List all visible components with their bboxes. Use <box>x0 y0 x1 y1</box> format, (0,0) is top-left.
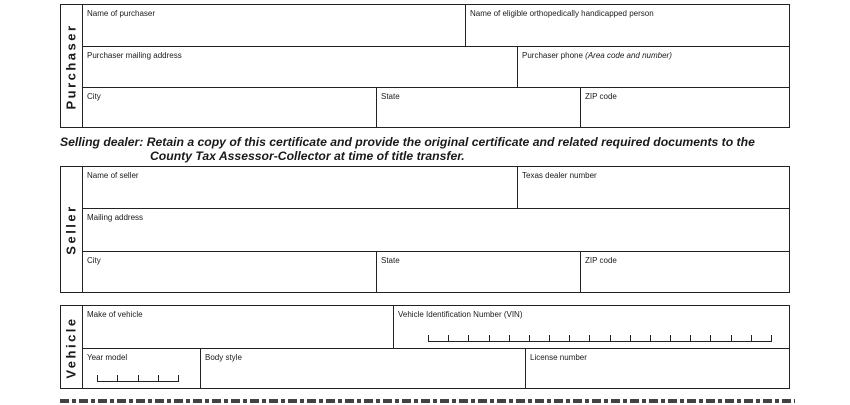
char-box-tick <box>771 335 772 341</box>
purchaser-state-label: State <box>381 92 400 101</box>
make-of-vehicle-field[interactable] <box>83 306 394 349</box>
char-box-tick <box>670 335 671 341</box>
make-of-vehicle-label: Make of vehicle <box>87 310 143 319</box>
char-box-tick <box>529 335 530 341</box>
purchaser-city-field[interactable] <box>83 88 377 127</box>
seller-section <box>60 166 790 293</box>
char-box-tick <box>509 335 510 341</box>
seller-side-label: Seller <box>61 167 83 292</box>
char-box-tick <box>751 335 752 341</box>
cut-off-footer-text <box>60 399 795 405</box>
purchaser-state-field[interactable] <box>377 88 581 127</box>
instructions-line-2: County Tax Assessor-Collector at time of title transfer. <box>150 149 465 163</box>
year-model-label: Year model <box>87 353 128 362</box>
purchaser-section <box>60 4 790 128</box>
year-model-field[interactable] <box>83 349 201 388</box>
vin-field[interactable] <box>394 306 789 349</box>
eligible-person-name-label: Name of eligible orthopedically handicapped person <box>470 9 654 18</box>
char-box-tick <box>97 375 98 381</box>
char-box-tick <box>178 375 179 381</box>
seller-state-label: State <box>381 256 400 265</box>
char-box-tick <box>468 335 469 341</box>
eligible-person-name-field[interactable] <box>466 5 789 47</box>
body-style-field[interactable] <box>201 349 526 388</box>
char-box-tick <box>138 375 139 381</box>
char-box-tick <box>630 335 631 341</box>
char-box-tick <box>731 335 732 341</box>
vin-label: Vehicle Identification Number (VIN) <box>398 310 523 319</box>
purchaser-name-field[interactable] <box>83 5 466 47</box>
char-box-tick <box>448 335 449 341</box>
texas-dealer-number-field[interactable] <box>518 167 789 209</box>
char-box-tick <box>650 335 651 341</box>
purchaser-mailing-address-label: Purchaser mailing address <box>87 51 182 60</box>
vehicle-section <box>60 305 790 389</box>
purchaser-name-label: Name of purchaser <box>87 9 156 18</box>
char-box-tick <box>690 335 691 341</box>
purchaser-zip-field[interactable] <box>581 88 789 127</box>
license-number-label: License number <box>530 353 587 362</box>
year-character-boxes <box>97 374 179 382</box>
vin-character-boxes <box>428 334 772 342</box>
seller-zip-field[interactable] <box>581 252 789 292</box>
seller-city-field[interactable] <box>83 252 377 292</box>
char-box-tick <box>569 335 570 341</box>
char-box-tick <box>117 375 118 381</box>
purchaser-city-label: City <box>87 92 101 101</box>
char-box-tick <box>710 335 711 341</box>
purchaser-phone-field[interactable] <box>518 47 789 88</box>
purchaser-mailing-address-field[interactable] <box>83 47 518 88</box>
license-number-field[interactable] <box>526 349 789 388</box>
char-box-tick <box>610 335 611 341</box>
seller-state-field[interactable] <box>377 252 581 292</box>
vehicle-side-label: Vehicle <box>61 306 83 388</box>
seller-city-label: City <box>87 256 101 265</box>
seller-zip-label: ZIP code <box>585 256 617 265</box>
char-box-tick <box>489 335 490 341</box>
purchaser-phone-label: Purchaser phone (Area code and number) <box>522 51 672 60</box>
char-box-tick <box>589 335 590 341</box>
instructions-line-1: Selling dealer: Retain a copy of this certificate and provide the original certificate and related required documents to the <box>60 135 755 149</box>
seller-name-label: Name of seller <box>87 171 139 180</box>
char-box-tick <box>428 335 429 341</box>
texas-dealer-number-label: Texas dealer number <box>522 171 597 180</box>
char-box-tick <box>549 335 550 341</box>
body-style-label: Body style <box>205 353 242 362</box>
purchaser-side-label: Purchaser <box>61 5 83 127</box>
seller-mailing-address-label: Mailing address <box>87 213 144 222</box>
seller-name-field[interactable] <box>83 167 518 209</box>
seller-mailing-address-field[interactable] <box>83 209 789 252</box>
purchaser-zip-label: ZIP code <box>585 92 617 101</box>
char-box-tick <box>158 375 159 381</box>
selling-dealer-instructions <box>60 135 795 163</box>
